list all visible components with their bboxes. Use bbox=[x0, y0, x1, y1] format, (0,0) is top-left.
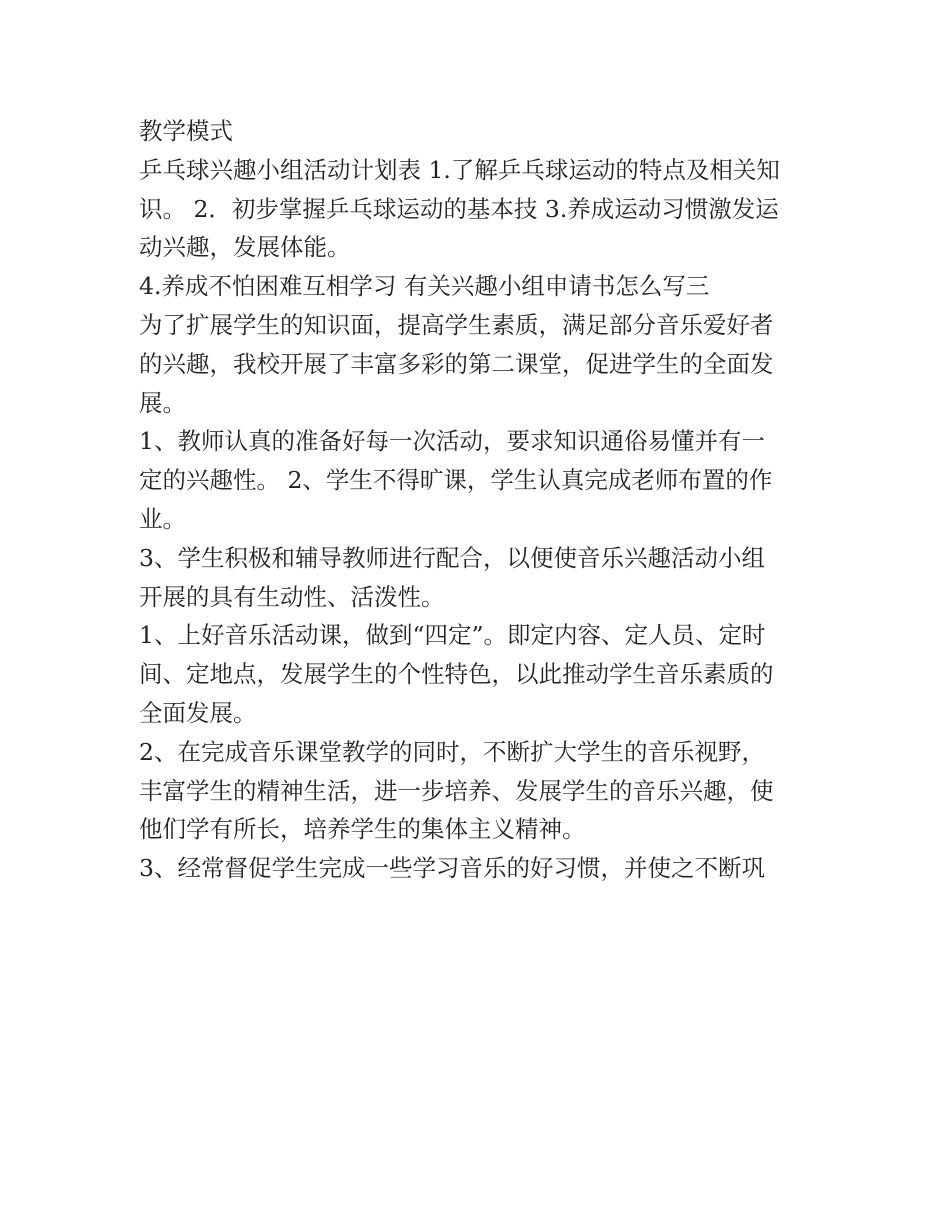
document-body bbox=[139, 112, 829, 888]
paragraph bbox=[139, 151, 829, 267]
text-line: 乒乓球兴趣小组活动计划表 1.了解乒乓球运动的特点及相关知 bbox=[139, 155, 780, 184]
text-line: 的兴趣，我校开展了丰富多彩的第二课堂，促进学生的全面发 bbox=[139, 349, 774, 378]
text-line: 开展的具有生动性、活泼性。 bbox=[139, 582, 445, 611]
text-line: 4.养成不怕困难互相学习 有关兴趣小组申请书怎么写三 bbox=[139, 272, 710, 301]
text-line: 3、学生积极和辅导教师进行配合，以便使音乐兴趣活动小组 bbox=[139, 543, 765, 572]
paragraph bbox=[139, 849, 829, 888]
text-line: 2、在完成音乐课堂教学的同时，不断扩大学生的音乐视野， bbox=[139, 737, 765, 766]
text-line: 动兴趣，发展体能。 bbox=[139, 233, 351, 262]
text-line: 全面发展。 bbox=[139, 698, 257, 727]
text-line: 教学模式 bbox=[139, 117, 233, 145]
paragraph bbox=[139, 267, 829, 306]
text-line: 为了扩展学生的知识面，提高学生素质，满足部分音乐爱好者 bbox=[139, 310, 774, 339]
text-line: 展。 bbox=[139, 388, 186, 417]
paragraph bbox=[139, 616, 829, 732]
paragraph bbox=[139, 422, 829, 538]
text-line: 1、教师认真的准备好每一次活动，要求知识通俗易懂并有一 bbox=[139, 427, 765, 456]
paragraph bbox=[139, 733, 829, 849]
paragraph bbox=[139, 539, 829, 617]
text-line: 1、上好音乐活动课，做到“四定”。即定内容、定人员、定时 bbox=[139, 621, 766, 650]
text-line: 3、经常督促学生完成一些学习音乐的好习惯，并使之不断巩 bbox=[139, 854, 765, 883]
text-line: 他们学有所长，培养学生的集体主义精神。 bbox=[139, 815, 586, 844]
paragraph bbox=[139, 112, 829, 151]
text-line: 间、定地点，发展学生的个性特色，以此推动学生音乐素质的 bbox=[139, 660, 774, 689]
text-line: 丰富学生的精神生活，进一步培养、发展学生的音乐兴趣，使 bbox=[139, 776, 774, 805]
text-line: 定的兴趣性。 2、学生不得旷课，学生认真完成老师布置的作 bbox=[139, 466, 773, 495]
text-line: 识。 2．初步掌握乒乓球运动的基本技 3.养成运动习惯激发运 bbox=[139, 194, 779, 223]
paragraph bbox=[139, 306, 829, 422]
text-line: 业。 bbox=[139, 504, 186, 533]
